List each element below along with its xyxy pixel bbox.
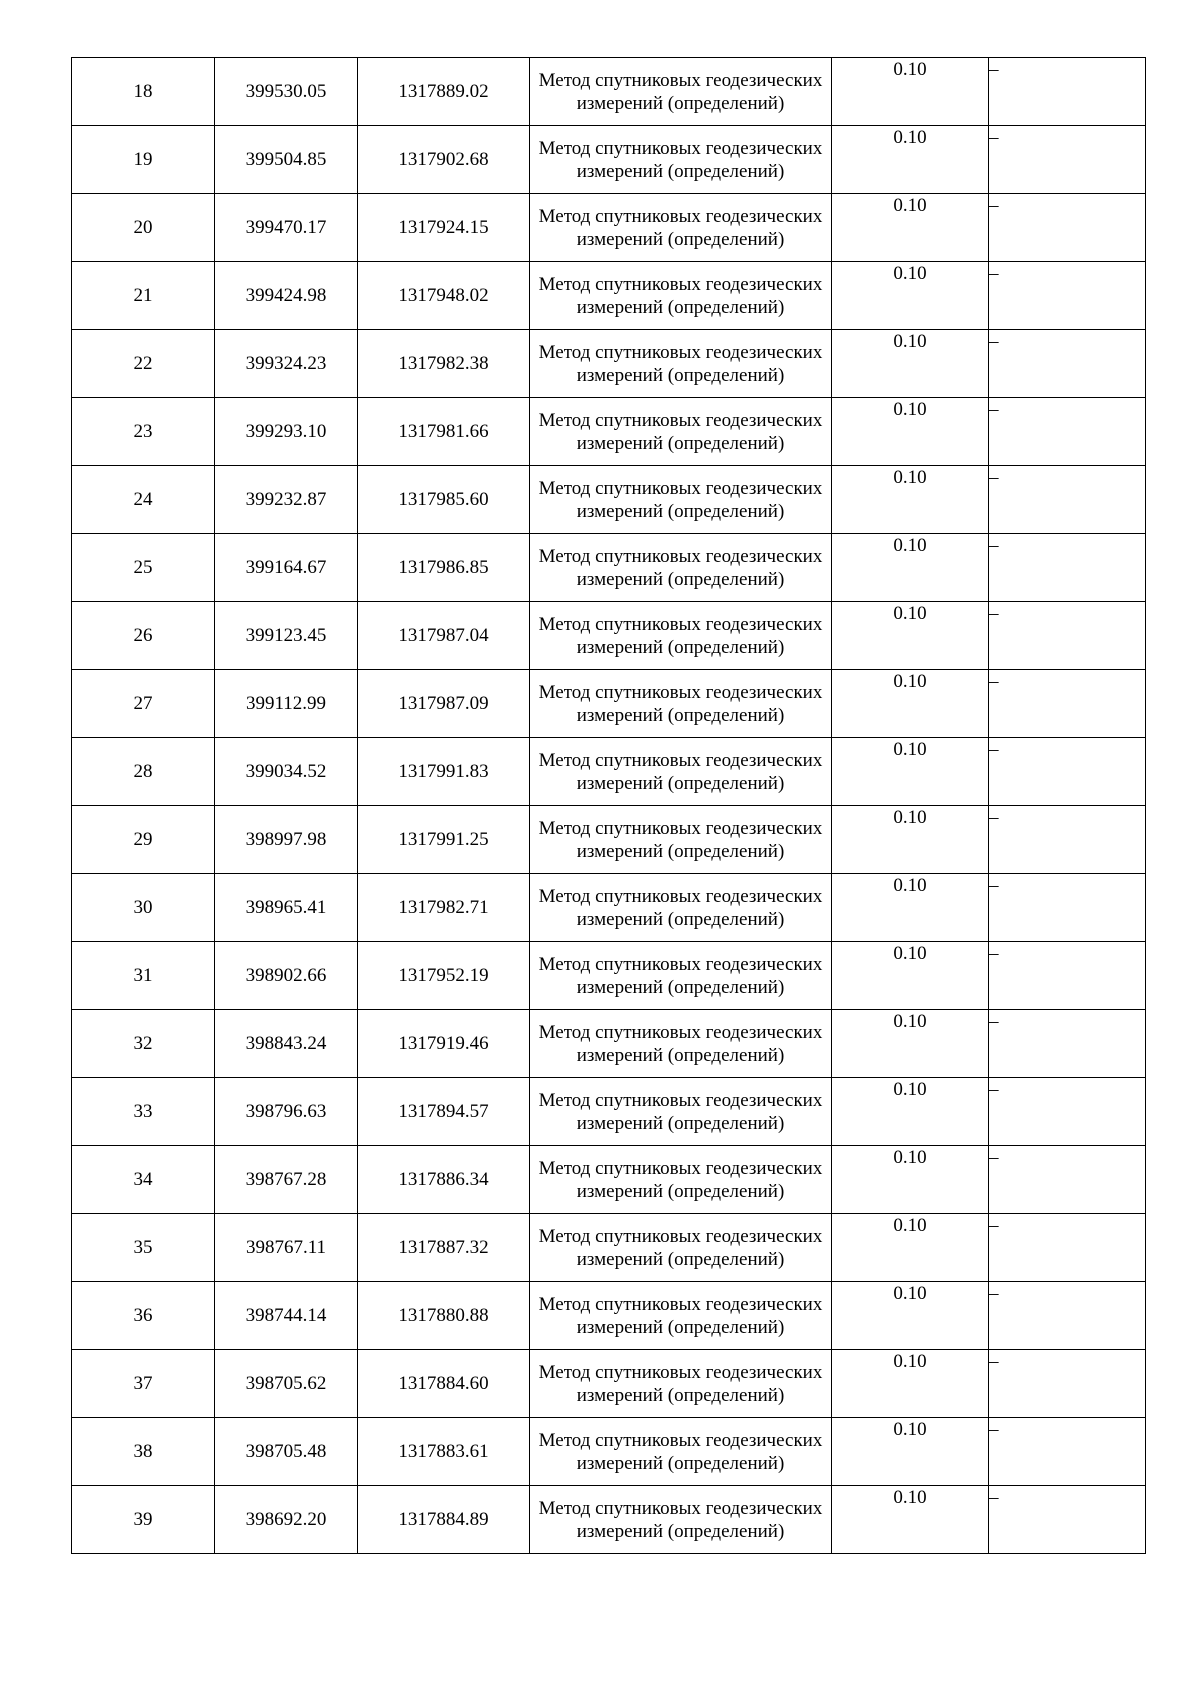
table-row bbox=[72, 1486, 1146, 1554]
method-cell: Метод спутниковых геодезических измерений (определений) bbox=[530, 126, 832, 194]
method-cell: Метод спутниковых геодезических измерений (определений) bbox=[530, 1078, 832, 1146]
accuracy-cell: 0.10 bbox=[832, 1350, 989, 1418]
y-coordinate-cell: 1317982.71 bbox=[358, 874, 530, 942]
description-cell: – bbox=[989, 1078, 1146, 1146]
accuracy-cell: 0.10 bbox=[832, 806, 989, 874]
accuracy-cell: 0.10 bbox=[832, 58, 989, 126]
table-row bbox=[72, 466, 1146, 534]
description-cell: – bbox=[989, 262, 1146, 330]
table-row bbox=[72, 1418, 1146, 1486]
table-row bbox=[72, 1078, 1146, 1146]
point-number-cell: 24 bbox=[72, 466, 215, 534]
description-cell: – bbox=[989, 602, 1146, 670]
description-cell: – bbox=[989, 670, 1146, 738]
x-coordinate-cell: 399112.99 bbox=[215, 670, 358, 738]
method-cell: Метод спутниковых геодезических измерений (определений) bbox=[530, 670, 832, 738]
description-cell: – bbox=[989, 1282, 1146, 1350]
point-number-cell: 19 bbox=[72, 126, 215, 194]
table-row bbox=[72, 1010, 1146, 1078]
x-coordinate-cell: 398902.66 bbox=[215, 942, 358, 1010]
x-coordinate-cell: 399324.23 bbox=[215, 330, 358, 398]
accuracy-cell: 0.10 bbox=[832, 602, 989, 670]
coordinates-table bbox=[71, 57, 1146, 1554]
x-coordinate-cell: 399504.85 bbox=[215, 126, 358, 194]
description-cell: – bbox=[989, 330, 1146, 398]
point-number-cell: 29 bbox=[72, 806, 215, 874]
accuracy-cell: 0.10 bbox=[832, 194, 989, 262]
accuracy-cell: 0.10 bbox=[832, 1486, 989, 1554]
table-row bbox=[72, 670, 1146, 738]
table-row bbox=[72, 330, 1146, 398]
method-cell: Метод спутниковых геодезических измерений (определений) bbox=[530, 262, 832, 330]
method-cell: Метод спутниковых геодезических измерений (определений) bbox=[530, 1418, 832, 1486]
accuracy-cell: 0.10 bbox=[832, 670, 989, 738]
x-coordinate-cell: 398744.14 bbox=[215, 1282, 358, 1350]
y-coordinate-cell: 1317883.61 bbox=[358, 1418, 530, 1486]
description-cell: – bbox=[989, 738, 1146, 806]
x-coordinate-cell: 398767.28 bbox=[215, 1146, 358, 1214]
description-cell: – bbox=[989, 942, 1146, 1010]
y-coordinate-cell: 1317884.89 bbox=[358, 1486, 530, 1554]
description-cell: – bbox=[989, 126, 1146, 194]
description-cell: – bbox=[989, 1486, 1146, 1554]
point-number-cell: 30 bbox=[72, 874, 215, 942]
accuracy-cell: 0.10 bbox=[832, 466, 989, 534]
description-cell: – bbox=[989, 58, 1146, 126]
table-row bbox=[72, 1146, 1146, 1214]
y-coordinate-cell: 1317919.46 bbox=[358, 1010, 530, 1078]
point-number-cell: 39 bbox=[72, 1486, 215, 1554]
accuracy-cell: 0.10 bbox=[832, 262, 989, 330]
point-number-cell: 20 bbox=[72, 194, 215, 262]
method-cell: Метод спутниковых геодезических измерений (определений) bbox=[530, 58, 832, 126]
method-cell: Метод спутниковых геодезических измерений (определений) bbox=[530, 806, 832, 874]
x-coordinate-cell: 399530.05 bbox=[215, 58, 358, 126]
table-row bbox=[72, 806, 1146, 874]
accuracy-cell: 0.10 bbox=[832, 398, 989, 466]
description-cell: – bbox=[989, 874, 1146, 942]
point-number-cell: 26 bbox=[72, 602, 215, 670]
y-coordinate-cell: 1317952.19 bbox=[358, 942, 530, 1010]
description-cell: – bbox=[989, 1214, 1146, 1282]
description-cell: – bbox=[989, 1146, 1146, 1214]
x-coordinate-cell: 398843.24 bbox=[215, 1010, 358, 1078]
y-coordinate-cell: 1317880.88 bbox=[358, 1282, 530, 1350]
method-cell: Метод спутниковых геодезических измерений (определений) bbox=[530, 1146, 832, 1214]
description-cell: – bbox=[989, 194, 1146, 262]
x-coordinate-cell: 399123.45 bbox=[215, 602, 358, 670]
method-cell: Метод спутниковых геодезических измерений (определений) bbox=[530, 1010, 832, 1078]
accuracy-cell: 0.10 bbox=[832, 738, 989, 806]
x-coordinate-cell: 398705.48 bbox=[215, 1418, 358, 1486]
description-cell: – bbox=[989, 1350, 1146, 1418]
y-coordinate-cell: 1317894.57 bbox=[358, 1078, 530, 1146]
accuracy-cell: 0.10 bbox=[832, 1078, 989, 1146]
y-coordinate-cell: 1317991.25 bbox=[358, 806, 530, 874]
point-number-cell: 28 bbox=[72, 738, 215, 806]
x-coordinate-cell: 398997.98 bbox=[215, 806, 358, 874]
description-cell: – bbox=[989, 534, 1146, 602]
description-cell: – bbox=[989, 398, 1146, 466]
method-cell: Метод спутниковых геодезических измерений (определений) bbox=[530, 602, 832, 670]
x-coordinate-cell: 398705.62 bbox=[215, 1350, 358, 1418]
point-number-cell: 31 bbox=[72, 942, 215, 1010]
y-coordinate-cell: 1317985.60 bbox=[358, 466, 530, 534]
point-number-cell: 23 bbox=[72, 398, 215, 466]
x-coordinate-cell: 399293.10 bbox=[215, 398, 358, 466]
accuracy-cell: 0.10 bbox=[832, 1282, 989, 1350]
method-cell: Метод спутниковых геодезических измерений (определений) bbox=[530, 330, 832, 398]
table-row bbox=[72, 942, 1146, 1010]
method-cell: Метод спутниковых геодезических измерений (определений) bbox=[530, 194, 832, 262]
table-row bbox=[72, 534, 1146, 602]
accuracy-cell: 0.10 bbox=[832, 1146, 989, 1214]
x-coordinate-cell: 398965.41 bbox=[215, 874, 358, 942]
point-number-cell: 33 bbox=[72, 1078, 215, 1146]
point-number-cell: 18 bbox=[72, 58, 215, 126]
accuracy-cell: 0.10 bbox=[832, 1010, 989, 1078]
description-cell: – bbox=[989, 466, 1146, 534]
point-number-cell: 36 bbox=[72, 1282, 215, 1350]
accuracy-cell: 0.10 bbox=[832, 1418, 989, 1486]
y-coordinate-cell: 1317887.32 bbox=[358, 1214, 530, 1282]
method-cell: Метод спутниковых геодезических измерений (определений) bbox=[530, 466, 832, 534]
table-row bbox=[72, 738, 1146, 806]
y-coordinate-cell: 1317982.38 bbox=[358, 330, 530, 398]
table-row bbox=[72, 262, 1146, 330]
point-number-cell: 21 bbox=[72, 262, 215, 330]
accuracy-cell: 0.10 bbox=[832, 874, 989, 942]
method-cell: Метод спутниковых геодезических измерений (определений) bbox=[530, 942, 832, 1010]
y-coordinate-cell: 1317987.09 bbox=[358, 670, 530, 738]
table-row bbox=[72, 1282, 1146, 1350]
point-number-cell: 27 bbox=[72, 670, 215, 738]
x-coordinate-cell: 398796.63 bbox=[215, 1078, 358, 1146]
method-cell: Метод спутниковых геодезических измерений (определений) bbox=[530, 1214, 832, 1282]
y-coordinate-cell: 1317987.04 bbox=[358, 602, 530, 670]
accuracy-cell: 0.10 bbox=[832, 534, 989, 602]
point-number-cell: 37 bbox=[72, 1350, 215, 1418]
x-coordinate-cell: 399232.87 bbox=[215, 466, 358, 534]
y-coordinate-cell: 1317986.85 bbox=[358, 534, 530, 602]
y-coordinate-cell: 1317902.68 bbox=[358, 126, 530, 194]
y-coordinate-cell: 1317886.34 bbox=[358, 1146, 530, 1214]
point-number-cell: 38 bbox=[72, 1418, 215, 1486]
method-cell: Метод спутниковых геодезических измерений (определений) bbox=[530, 738, 832, 806]
point-number-cell: 25 bbox=[72, 534, 215, 602]
table-row bbox=[72, 874, 1146, 942]
y-coordinate-cell: 1317924.15 bbox=[358, 194, 530, 262]
description-cell: – bbox=[989, 1418, 1146, 1486]
method-cell: Метод спутниковых геодезических измерений (определений) bbox=[530, 1282, 832, 1350]
x-coordinate-cell: 398692.20 bbox=[215, 1486, 358, 1554]
table-row bbox=[72, 602, 1146, 670]
table-row bbox=[72, 398, 1146, 466]
y-coordinate-cell: 1317991.83 bbox=[358, 738, 530, 806]
accuracy-cell: 0.10 bbox=[832, 330, 989, 398]
y-coordinate-cell: 1317889.02 bbox=[358, 58, 530, 126]
x-coordinate-cell: 398767.11 bbox=[215, 1214, 358, 1282]
point-number-cell: 35 bbox=[72, 1214, 215, 1282]
table-row bbox=[72, 58, 1146, 126]
table-row bbox=[72, 1350, 1146, 1418]
point-number-cell: 22 bbox=[72, 330, 215, 398]
y-coordinate-cell: 1317948.02 bbox=[358, 262, 530, 330]
method-cell: Метод спутниковых геодезических измерений (определений) bbox=[530, 1486, 832, 1554]
table-row bbox=[72, 1214, 1146, 1282]
y-coordinate-cell: 1317981.66 bbox=[358, 398, 530, 466]
method-cell: Метод спутниковых геодезических измерений (определений) bbox=[530, 398, 832, 466]
accuracy-cell: 0.10 bbox=[832, 1214, 989, 1282]
accuracy-cell: 0.10 bbox=[832, 126, 989, 194]
point-number-cell: 34 bbox=[72, 1146, 215, 1214]
method-cell: Метод спутниковых геодезических измерений (определений) bbox=[530, 1350, 832, 1418]
x-coordinate-cell: 399470.17 bbox=[215, 194, 358, 262]
table-row bbox=[72, 194, 1146, 262]
x-coordinate-cell: 399424.98 bbox=[215, 262, 358, 330]
method-cell: Метод спутниковых геодезических измерений (определений) bbox=[530, 874, 832, 942]
point-number-cell: 32 bbox=[72, 1010, 215, 1078]
coordinates-table-body bbox=[72, 58, 1146, 1554]
accuracy-cell: 0.10 bbox=[832, 942, 989, 1010]
method-cell: Метод спутниковых геодезических измерений (определений) bbox=[530, 534, 832, 602]
table-row bbox=[72, 126, 1146, 194]
y-coordinate-cell: 1317884.60 bbox=[358, 1350, 530, 1418]
x-coordinate-cell: 399034.52 bbox=[215, 738, 358, 806]
description-cell: – bbox=[989, 806, 1146, 874]
x-coordinate-cell: 399164.67 bbox=[215, 534, 358, 602]
description-cell: – bbox=[989, 1010, 1146, 1078]
